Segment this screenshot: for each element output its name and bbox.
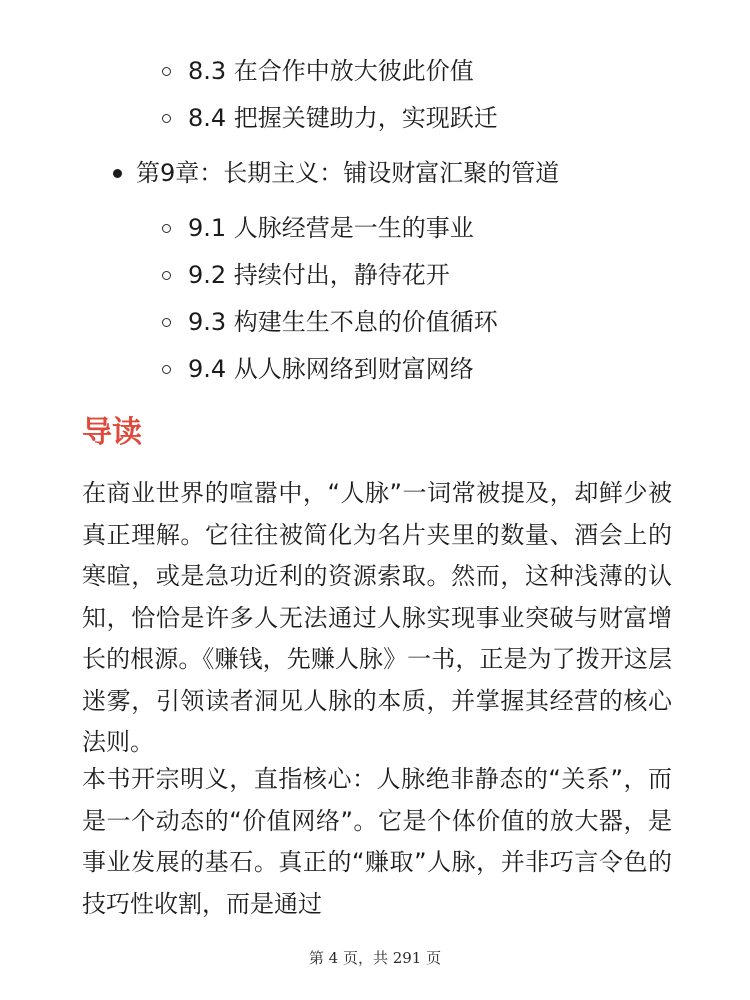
- intro-paragraph-1: 在商业世界的喧嚣中，“人脉”一词常被提及，却鲜少被真正理解。它往往被简化为名片夹里的数量、酒会上的寒暄，或是急功近利的资源索取。然而，这种浅薄的认知，恰恰是许多人无法通过人脉实现事业突破与财富增长的根源。《赚钱，先赚人脉》一书，正是为了拨开这层迷雾，引领读者洞见人脉的本质，并掌握其经营的核心法则。: [82, 479, 672, 756]
- hollow-circle-bullet-icon: [162, 67, 171, 76]
- hollow-circle-bullet-icon: [162, 224, 171, 233]
- toc-item-label: 9.3 构建生生不息的价值循环: [188, 308, 498, 336]
- toc-item-label: 9.4 从人脉网络到财富网络: [188, 355, 474, 383]
- toc-item-label: 9.1 人脉经营是一生的事业: [188, 214, 474, 242]
- filled-circle-bullet-icon: [113, 169, 122, 178]
- toc-item-9-2[interactable]: [160, 252, 498, 299]
- toc-chapter8-sublist: [160, 48, 498, 142]
- toc-item-9-1[interactable]: [160, 205, 498, 252]
- hollow-circle-bullet-icon: [162, 271, 171, 280]
- toc-chapter-title: 第9章：长期主义：铺设财富汇聚的管道: [136, 159, 560, 187]
- hollow-circle-bullet-icon: [162, 365, 171, 374]
- hollow-circle-bullet-icon: [162, 318, 171, 327]
- toc-item-label: 8.3 在合作中放大彼此价值: [188, 57, 474, 85]
- toc-item-label: 8.4 把握关键助力，实现跃迁: [188, 104, 498, 132]
- toc-item-label: 9.2 持续付出，静待花开: [188, 261, 450, 289]
- intro-heading: 导读: [82, 415, 142, 450]
- page-number-footer: 第 4 页，共 291 页: [308, 949, 442, 967]
- toc-chapter-9[interactable]: [110, 150, 559, 197]
- toc-item-8-3[interactable]: [160, 48, 498, 95]
- intro-paragraph-2: 本书开宗明义，直指核心：人脉绝非静态的“关系”，而是一个动态的“价值网络”。它是个体价值的放大器，是事业发展的基石。真正的“赚取”人脉，并非巧言令色的技巧性收割，而是通过: [82, 765, 672, 918]
- toc-chapter9-sublist: [160, 205, 498, 393]
- hollow-circle-bullet-icon: [162, 114, 171, 123]
- toc-item-8-4[interactable]: [160, 95, 498, 142]
- toc-item-9-3[interactable]: [160, 299, 498, 346]
- toc-item-9-4[interactable]: [160, 346, 498, 393]
